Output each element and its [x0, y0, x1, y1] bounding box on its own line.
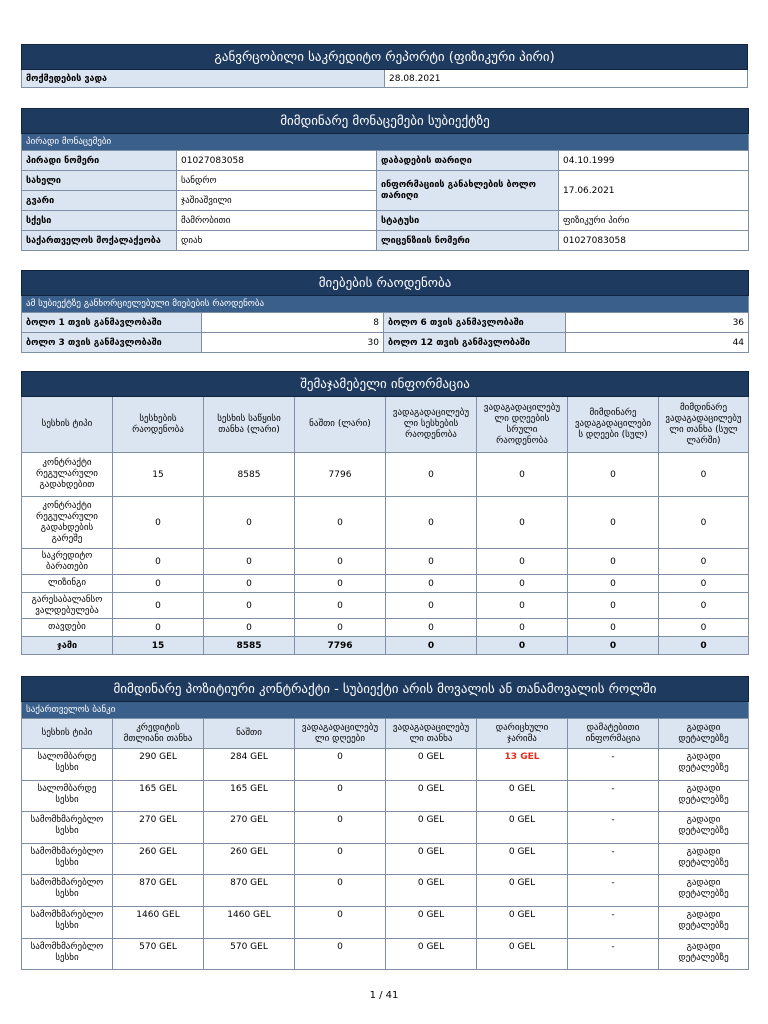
field-value: ფიზიკური პირი [559, 211, 749, 231]
overdue-days: 0 [295, 875, 386, 907]
field-value: 17.06.2021 [559, 171, 749, 211]
penalty: 0 GEL [477, 938, 568, 970]
overdue-amount: 0 GEL [386, 812, 477, 844]
page-number: 1 / 41 [369, 990, 399, 1001]
total-label: ჯამი [22, 637, 113, 655]
bank-name: საქართველოს ბანკი [22, 702, 749, 719]
field-label: სახელი [22, 171, 177, 191]
inquiry-label: ბოლო 3 თვის განმავლობაში [22, 333, 202, 353]
table-cell: 0 [659, 549, 749, 575]
column-header: ნაშთი [204, 719, 295, 749]
overdue-days: 0 [295, 906, 386, 938]
column-header: სესხის ტიპი [22, 397, 113, 453]
penalty: 0 GEL [477, 875, 568, 907]
table-cell: 0 [386, 497, 477, 549]
details-link[interactable]: გადადი დეტალებზე [659, 843, 749, 875]
additional-info: - [568, 812, 659, 844]
table-cell: 0 [113, 497, 204, 549]
table-cell: 0 [204, 497, 295, 549]
loan-type: სამომხმარებლო სესხი [22, 875, 113, 907]
inquiry-count: 44 [566, 333, 749, 353]
table-cell: 0 [568, 549, 659, 575]
table-row [22, 780, 749, 812]
table-cell: 0 [568, 453, 659, 497]
field-value: მამრობითი [177, 211, 377, 231]
additional-info: - [568, 938, 659, 970]
column-header: დამატებითი ინფორმაცია [568, 719, 659, 749]
table-cell: 0 [477, 497, 568, 549]
loan-type: სამომხმარებლო სესხი [22, 812, 113, 844]
column-header: სესხის ტიპი [22, 719, 113, 749]
details-link[interactable]: გადადი დეტალებზე [659, 812, 749, 844]
contract-rows [22, 749, 749, 970]
inquiry-label: ბოლო 6 თვის განმავლობაში [384, 313, 566, 333]
table-cell: 8585 [204, 453, 295, 497]
details-link[interactable]: გადადი დეტალებზე [659, 938, 749, 970]
table-cell: 0 [568, 619, 659, 637]
contracts-title: მიმდინარე პოზიტიური კონტრაქტი - სუბიექტი არის მოვალის ან თანამოვალის როლში [22, 677, 749, 702]
additional-info: - [568, 875, 659, 907]
details-link[interactable]: გადადი დეტალებზე [659, 875, 749, 907]
overdue-amount: 0 GEL [386, 938, 477, 970]
total-cell: 7796 [295, 637, 386, 655]
table-cell: 0 [659, 453, 749, 497]
field-label: სქესი [22, 211, 177, 231]
column-header: დარიცხული ჯარიმა [477, 719, 568, 749]
penalty: 0 GEL [477, 812, 568, 844]
credit-amount: 165 GEL [113, 780, 204, 812]
subject-table [21, 108, 749, 251]
total-cell: 15 [113, 637, 204, 655]
field-label: დაბადების თარიღი [377, 151, 559, 171]
field-label: გვარი [22, 191, 177, 211]
table-row [22, 906, 749, 938]
table-cell: 0 [113, 619, 204, 637]
overdue-amount: 0 GEL [386, 780, 477, 812]
column-header: მიმდინარე ვადაგადაცილები ს დღეები (სულ) [568, 397, 659, 453]
report-header-table [21, 44, 748, 88]
summary-title: შემაჯამებელი ინფორმაცია [22, 372, 749, 397]
balance: 1460 GEL [204, 906, 295, 938]
subject-section: პირადი მონაცემები [22, 134, 749, 151]
field-label: პირადი ნომერი [22, 151, 177, 171]
inquiry-label: ბოლო 12 თვის განმავლობაში [384, 333, 566, 353]
table-row [22, 575, 749, 593]
table-cell: 0 [113, 575, 204, 593]
loan-type: კონტრაქტი რეგულარული გადახდებით [22, 453, 113, 497]
column-header: ვადაგადაცილებუ ლი დღეები [295, 719, 386, 749]
table-cell: 0 [386, 593, 477, 619]
column-header: კრედიტის მთლიანი თანხა [113, 719, 204, 749]
table-cell: 0 [659, 593, 749, 619]
table-row [22, 749, 749, 781]
overdue-days: 0 [295, 749, 386, 781]
table-cell: 0 [477, 619, 568, 637]
table-row [22, 875, 749, 907]
penalty: 0 GEL [477, 843, 568, 875]
field-value: 04.10.1999 [559, 151, 749, 171]
penalty: 13 GEL [477, 749, 568, 781]
balance: 570 GEL [204, 938, 295, 970]
table-cell: 0 [295, 575, 386, 593]
additional-info: - [568, 749, 659, 781]
overdue-amount: 0 GEL [386, 906, 477, 938]
inquiries-table [21, 270, 749, 353]
loan-type: სალომბარდე სესხი [22, 749, 113, 781]
field-value: დიახ [177, 231, 377, 251]
total-cell: 8585 [204, 637, 295, 655]
additional-info: - [568, 780, 659, 812]
overdue-amount: 0 GEL [386, 749, 477, 781]
table-row [22, 453, 749, 497]
inquiries-section: ამ სუბიექტზე განხორციელებული მიებების რაოდენობა [22, 296, 749, 313]
total-cell: 0 [659, 637, 749, 655]
overdue-days: 0 [295, 780, 386, 812]
inquiry-label: ბოლო 1 თვის განმავლობაში [22, 313, 202, 333]
penalty: 0 GEL [477, 780, 568, 812]
table-cell: 0 [386, 619, 477, 637]
credit-amount: 270 GEL [113, 812, 204, 844]
column-header: ნაშთი (ლარი) [295, 397, 386, 453]
table-cell: 0 [659, 497, 749, 549]
loan-type: სამომხმარებლო სესხი [22, 938, 113, 970]
field-label: ინფორმაციის განახლების ბოლო თარიღი [377, 171, 559, 211]
column-header: ვადაგადაცილებუ ლი დღეების სრული რაოდენობა [477, 397, 568, 453]
table-cell: 0 [295, 497, 386, 549]
field-value: 01027083058 [559, 231, 749, 251]
validity-label: მოქმედების ვადა [22, 70, 385, 88]
table-cell: 0 [568, 497, 659, 549]
balance: 870 GEL [204, 875, 295, 907]
details-link[interactable]: გადადი დეტალებზე [659, 780, 749, 812]
loan-type: გარესაბალანსო ვალდებულება [22, 593, 113, 619]
field-value: სანდრო [177, 171, 377, 191]
table-cell: 0 [659, 575, 749, 593]
summary-table [21, 371, 749, 655]
loan-type: საკრედიტო ბარათები [22, 549, 113, 575]
loan-type: სამომხმარებლო სესხი [22, 843, 113, 875]
credit-amount: 260 GEL [113, 843, 204, 875]
subject-title: მიმდინარე მონაცემები სუბიექტზე [22, 109, 749, 134]
table-row [22, 812, 749, 844]
balance: 260 GEL [204, 843, 295, 875]
inquiry-count: 30 [202, 333, 384, 353]
table-cell: 0 [659, 619, 749, 637]
table-cell: 0 [477, 453, 568, 497]
additional-info: - [568, 906, 659, 938]
table-cell: 0 [477, 593, 568, 619]
balance: 284 GEL [204, 749, 295, 781]
table-cell: 0 [204, 593, 295, 619]
field-value: 01027083058 [177, 151, 377, 171]
credit-amount: 1460 GEL [113, 906, 204, 938]
table-cell: 0 [295, 549, 386, 575]
total-cell: 0 [386, 637, 477, 655]
column-header: სესხების რაოდენობა [113, 397, 204, 453]
credit-amount: 290 GEL [113, 749, 204, 781]
overdue-days: 0 [295, 938, 386, 970]
table-row [22, 549, 749, 575]
loan-type: სალომბარდე სესხი [22, 780, 113, 812]
table-cell: 0 [113, 593, 204, 619]
loan-type: თავდები [22, 619, 113, 637]
table-cell: 0 [113, 549, 204, 575]
inquiry-count: 36 [566, 313, 749, 333]
field-label: სტატუსი [377, 211, 559, 231]
table-cell: 0 [295, 619, 386, 637]
balance: 270 GEL [204, 812, 295, 844]
inquiries-title: მიებების რაოდენობა [22, 271, 749, 296]
table-cell: 7796 [295, 453, 386, 497]
overdue-amount: 0 GEL [386, 875, 477, 907]
table-cell: 0 [386, 549, 477, 575]
table-cell: 0 [477, 549, 568, 575]
table-cell: 0 [386, 453, 477, 497]
total-cell: 0 [477, 637, 568, 655]
table-cell: 0 [204, 549, 295, 575]
column-header: სესხის საწყისი თანხა (ლარი) [204, 397, 295, 453]
contracts-table [21, 676, 749, 970]
field-label: ლიცენზიის ნომერი [377, 231, 559, 251]
table-cell: 0 [568, 593, 659, 619]
table-row [22, 843, 749, 875]
column-header: მიმდინარე ვადაგადაცილებუ ლი თანხა (სულ ლარში) [659, 397, 749, 453]
table-cell: 0 [204, 619, 295, 637]
penalty: 0 GEL [477, 906, 568, 938]
inquiry-count: 8 [202, 313, 384, 333]
validity-value: 28.08.2021 [385, 70, 748, 88]
overdue-days: 0 [295, 843, 386, 875]
table-row [22, 938, 749, 970]
total-cell: 0 [568, 637, 659, 655]
total-row [22, 637, 749, 655]
column-header: ვადაგადაცილებუ ლი თანხა [386, 719, 477, 749]
details-link[interactable]: გადადი დეტალებზე [659, 906, 749, 938]
table-row [22, 619, 749, 637]
column-header: გადადი დეტალებზე [659, 719, 749, 749]
credit-amount: 570 GEL [113, 938, 204, 970]
field-label: საქართველოს მოქალაქეობა [22, 231, 177, 251]
table-row [22, 497, 749, 549]
table-cell: 0 [204, 575, 295, 593]
report-title: განვრცობილი საკრედიტო რეპორტი (ფიზიკური პირი) [22, 45, 748, 70]
additional-info: - [568, 843, 659, 875]
loan-type: კონტრაქტი რეგულარული გადახდების გარეშე [22, 497, 113, 549]
field-value: ჯაშიაშვილი [177, 191, 377, 211]
table-cell: 0 [295, 593, 386, 619]
table-cell: 15 [113, 453, 204, 497]
table-cell: 0 [477, 575, 568, 593]
table-cell: 0 [386, 575, 477, 593]
column-header: ვადაგადაცილებუ ლი სესხების რაოდენობა [386, 397, 477, 453]
overdue-amount: 0 GEL [386, 843, 477, 875]
loan-type: ლიზინგი [22, 575, 113, 593]
loan-type: სამომხმარებლო სესხი [22, 906, 113, 938]
details-link[interactable]: გადადი დეტალებზე [659, 749, 749, 781]
overdue-days: 0 [295, 812, 386, 844]
table-row [22, 593, 749, 619]
table-cell: 0 [568, 575, 659, 593]
balance: 165 GEL [204, 780, 295, 812]
credit-amount: 870 GEL [113, 875, 204, 907]
